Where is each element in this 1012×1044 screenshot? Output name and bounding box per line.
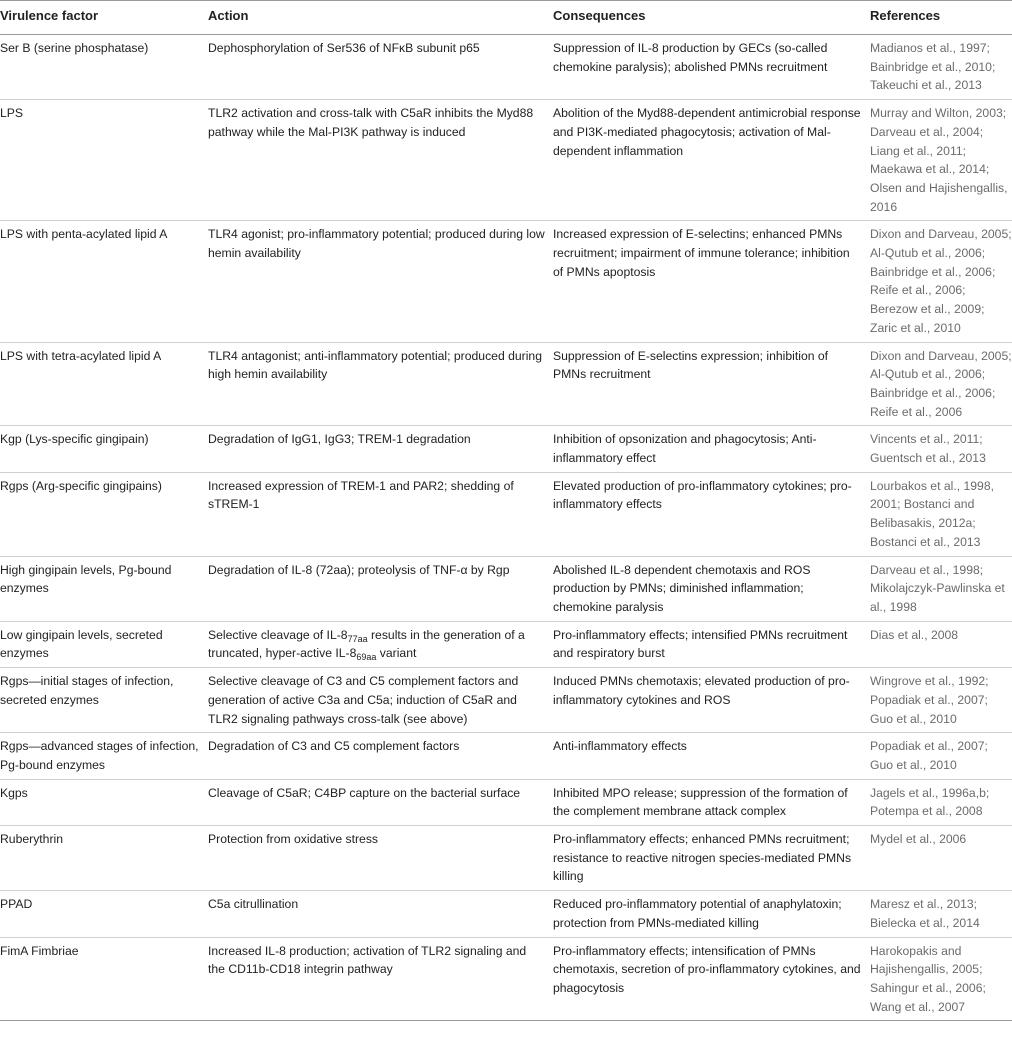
cell-references: Murray and Wilton, 2003; Darveau et al., 2004; Liang et al., 2011; Maekawa et al., 2014; Olsen and Hajishengallis, 2016	[870, 100, 1012, 221]
cell-factor: Ser B (serine phosphatase)	[0, 35, 208, 100]
header-references: References	[870, 1, 1012, 35]
table-row	[0, 668, 1012, 733]
cell-references: Lourbakos et al., 1998, 2001; Bostanci and Belibasakis, 2012a; Bostanci et al., 2013	[870, 472, 1012, 556]
header-virulence-factor: Virulence factor	[0, 1, 208, 35]
cell-consequences: Induced PMNs chemotaxis; elevated production of pro-inflammatory cytokines and ROS	[553, 668, 870, 733]
cell-consequences: Inhibited MPO release; suppression of the formation of the complement membrane attack complex	[553, 779, 870, 825]
cell-action: Degradation of C3 and C5 complement factors	[208, 733, 553, 779]
cell-consequences: Pro-inflammatory effects; enhanced PMNs recruitment; resistance to reactive nitrogen species-mediated PMNs killing	[553, 826, 870, 891]
cell-factor: PPAD	[0, 891, 208, 937]
header-row	[0, 1, 1012, 35]
cell-references: Dixon and Darveau, 2005; Al-Qutub et al., 2006; Bainbridge et al., 2006; Reife et al., 2006	[870, 342, 1012, 426]
cell-action	[208, 621, 553, 667]
table-row	[0, 100, 1012, 221]
table-row	[0, 556, 1012, 621]
table-body	[0, 35, 1012, 1021]
action-text-b: results in the generation of a truncated, hyper-active IL-8	[208, 627, 525, 661]
action-text-a: Selective cleavage of IL-8	[208, 627, 348, 642]
cell-factor: LPS with tetra-acylated lipid A	[0, 342, 208, 426]
cell-action: Cleavage of C5aR; C4BP capture on the bacterial surface	[208, 779, 553, 825]
cell-references: Madianos et al., 1997; Bainbridge et al., 2010; Takeuchi et al., 2013	[870, 35, 1012, 100]
cell-references: Dias et al., 2008	[870, 621, 1012, 667]
cell-consequences: Increased expression of E-selectins; enhanced PMNs recruitment; impairment of immune tolerance; inhibition of PMNs apoptosis	[553, 221, 870, 342]
table-row	[0, 733, 1012, 779]
header-action: Action	[208, 1, 553, 35]
cell-action: Protection from oxidative stress	[208, 826, 553, 891]
cell-action: Dephosphorylation of Ser536 of NFκB subunit p65	[208, 35, 553, 100]
action-subscript-69aa: 69aa	[356, 652, 377, 663]
cell-factor: LPS	[0, 100, 208, 221]
cell-factor: Kgps	[0, 779, 208, 825]
cell-factor: LPS with penta-acylated lipid A	[0, 221, 208, 342]
cell-references: Popadiak et al., 2007; Guo et al., 2010	[870, 733, 1012, 779]
action-subscript-77aa: 77aa	[347, 633, 368, 644]
table-header	[0, 1, 1012, 35]
table-row	[0, 472, 1012, 556]
cell-consequences: Pro-inflammatory effects; intensification of PMNs chemotaxis, secretion of pro-inflammatory cytokines, and phagocytosis	[553, 937, 870, 1021]
cell-action: Increased expression of TREM-1 and PAR2; shedding of sTREM-1	[208, 472, 553, 556]
cell-consequences: Pro-inflammatory effects; intensified PMNs recruitment and respiratory burst	[553, 621, 870, 667]
cell-factor: High gingipain levels, Pg-bound enzymes	[0, 556, 208, 621]
cell-factor: Rgps—initial stages of infection, secreted enzymes	[0, 668, 208, 733]
cell-action: TLR2 activation and cross-talk with C5aR inhibits the Myd88 pathway while the Mal-PI3K pathway is induced	[208, 100, 553, 221]
header-consequences: Consequences	[553, 1, 870, 35]
cell-consequences: Reduced pro-inflammatory potential of anaphylatoxin; protection from PMNs-mediated killing	[553, 891, 870, 937]
cell-references: Jagels et al., 1996a,b; Potempa et al., 2008	[870, 779, 1012, 825]
cell-factor: Ruberythrin	[0, 826, 208, 891]
table-row	[0, 221, 1012, 342]
action-text-c: variant	[376, 646, 417, 661]
cell-references: Dixon and Darveau, 2005; Al-Qutub et al., 2006; Bainbridge et al., 2006; Reife et al., 2006; Berezow et al., 2009; Zaric et al., 2010	[870, 221, 1012, 342]
cell-action: Degradation of IgG1, IgG3; TREM-1 degradation	[208, 426, 553, 472]
cell-references: Harokopakis and Hajishengallis, 2005; Sahingur et al., 2006; Wang et al., 2007	[870, 937, 1012, 1021]
cell-references: Wingrove et al., 1992; Popadiak et al., 2007; Guo et al., 2010	[870, 668, 1012, 733]
table-row	[0, 891, 1012, 937]
cell-action: Selective cleavage of C3 and C5 complement factors and generation of active C3a and C5a; induction of C5aR and TLR2 signaling pathways cross-talk (see above)	[208, 668, 553, 733]
cell-consequences: Suppression of E-selectins expression; inhibition of PMNs recruitment	[553, 342, 870, 426]
cell-action: TLR4 agonist; pro-inflammatory potential; produced during low hemin availability	[208, 221, 553, 342]
cell-consequences: Anti-inflammatory effects	[553, 733, 870, 779]
table-row	[0, 621, 1012, 667]
table-row	[0, 426, 1012, 472]
cell-action: TLR4 antagonist; anti-inflammatory potential; produced during high hemin availability	[208, 342, 553, 426]
cell-action: C5a citrullination	[208, 891, 553, 937]
cell-references: Darveau et al., 1998; Mikolajczyk-Pawlinska et al., 1998	[870, 556, 1012, 621]
cell-references: Vincents et al., 2011; Guentsch et al., 2013	[870, 426, 1012, 472]
cell-consequences: Inhibition of opsonization and phagocytosis; Anti-inflammatory effect	[553, 426, 870, 472]
cell-factor: FimA Fimbriae	[0, 937, 208, 1021]
cell-action: Degradation of IL-8 (72aa); proteolysis of TNF-α by Rgp	[208, 556, 553, 621]
table-row	[0, 826, 1012, 891]
cell-consequences: Suppression of IL-8 production by GECs (so-called chemokine paralysis); abolished PMNs recruitment	[553, 35, 870, 100]
table-row	[0, 35, 1012, 100]
cell-references: Mydel et al., 2006	[870, 826, 1012, 891]
cell-factor: Rgps (Arg-specific gingipains)	[0, 472, 208, 556]
cell-consequences: Abolition of the Myd88-dependent antimicrobial response and PI3K-mediated phagocytosis; activation of Mal-dependent inflammation	[553, 100, 870, 221]
cell-consequences: Elevated production of pro-inflammatory cytokines; pro-inflammatory effects	[553, 472, 870, 556]
cell-action: Increased IL-8 production; activation of TLR2 signaling and the CD11b-CD18 integrin pathway	[208, 937, 553, 1021]
cell-factor: Rgps—advanced stages of infection, Pg-bound enzymes	[0, 733, 208, 779]
table-row	[0, 779, 1012, 825]
cell-consequences: Abolished IL-8 dependent chemotaxis and ROS production by PMNs; diminished inflammation; chemokine paralysis	[553, 556, 870, 621]
cell-factor: Kgp (Lys-specific gingipain)	[0, 426, 208, 472]
table-row	[0, 937, 1012, 1021]
cell-references: Maresz et al., 2013; Bielecka et al., 2014	[870, 891, 1012, 937]
cell-factor: Low gingipain levels, secreted enzymes	[0, 621, 208, 667]
table-row	[0, 342, 1012, 426]
